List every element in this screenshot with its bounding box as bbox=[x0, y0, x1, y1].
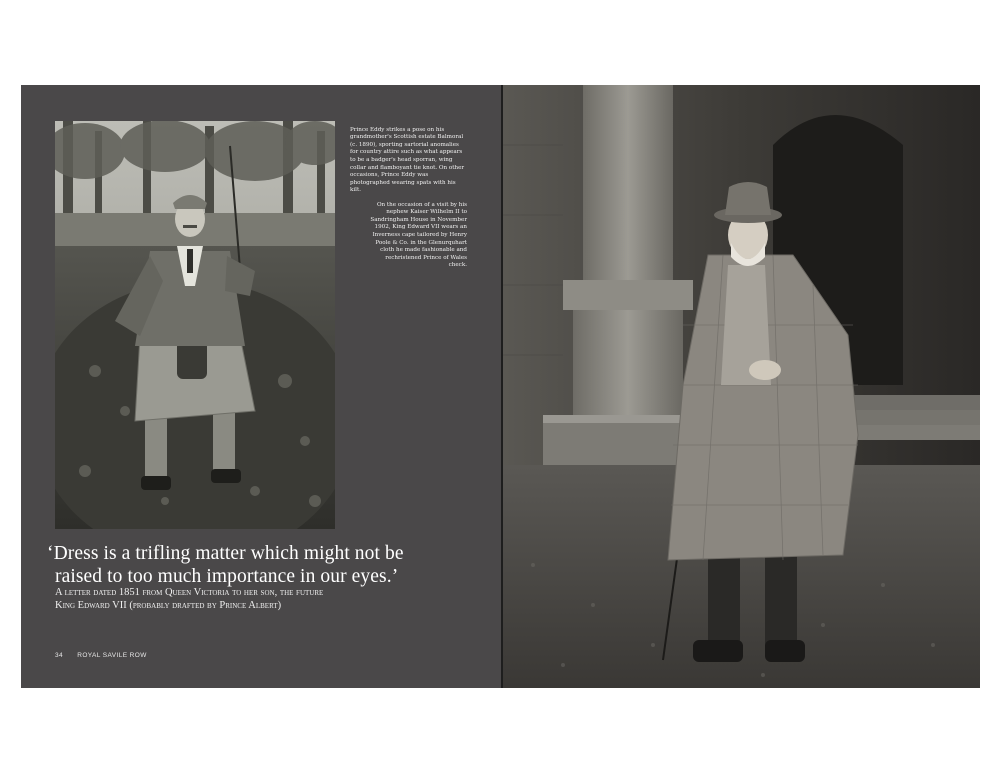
photo-king-edward bbox=[503, 85, 980, 688]
book-spread bbox=[21, 85, 980, 688]
page-number: 34 bbox=[55, 652, 64, 659]
pull-quote bbox=[47, 542, 487, 588]
running-head: ROYAL SAVILE ROW bbox=[77, 652, 147, 659]
photo-king-edward-image bbox=[503, 85, 980, 688]
caption-prince-eddy: Prince Eddy strikes a pose on his grandmother's Scottish estate Balmoral (c. 1890), sporting sartorial anomalies for country attire such as what appears to be a badger's head sporran, wing collar and flamboyant tie knot. On other occasions, Prince Eddy was photographed wearing spats with his kilt. bbox=[350, 126, 465, 194]
attribution-line-2: King Edward VII (probably drafted by Prince Albert) bbox=[55, 599, 282, 611]
left-page bbox=[21, 85, 501, 688]
page-footer bbox=[55, 652, 147, 659]
attribution-line-1: A letter dated 1851 from Queen Victoria to her son, the future bbox=[55, 587, 324, 598]
pull-quote-line-2: raised to too much importance in our eyes.’ bbox=[55, 566, 399, 587]
photo-prince-eddy-image bbox=[55, 121, 335, 529]
caption-king-edward: On the occasion of a visit by his nephew Kaiser Wilhelm II to Sandringham House in November 1902, King Edward VII wears an Inverness cape tailored by Henry Poole & Co. in the Glenurquhart cloth he made fashionable and rechristened Prince of Wales check. bbox=[370, 201, 467, 269]
quote-attribution bbox=[55, 587, 475, 612]
pull-quote-line-1: ‘Dress is a trifling matter which might not be bbox=[47, 543, 404, 564]
photo-prince-eddy bbox=[55, 121, 335, 529]
